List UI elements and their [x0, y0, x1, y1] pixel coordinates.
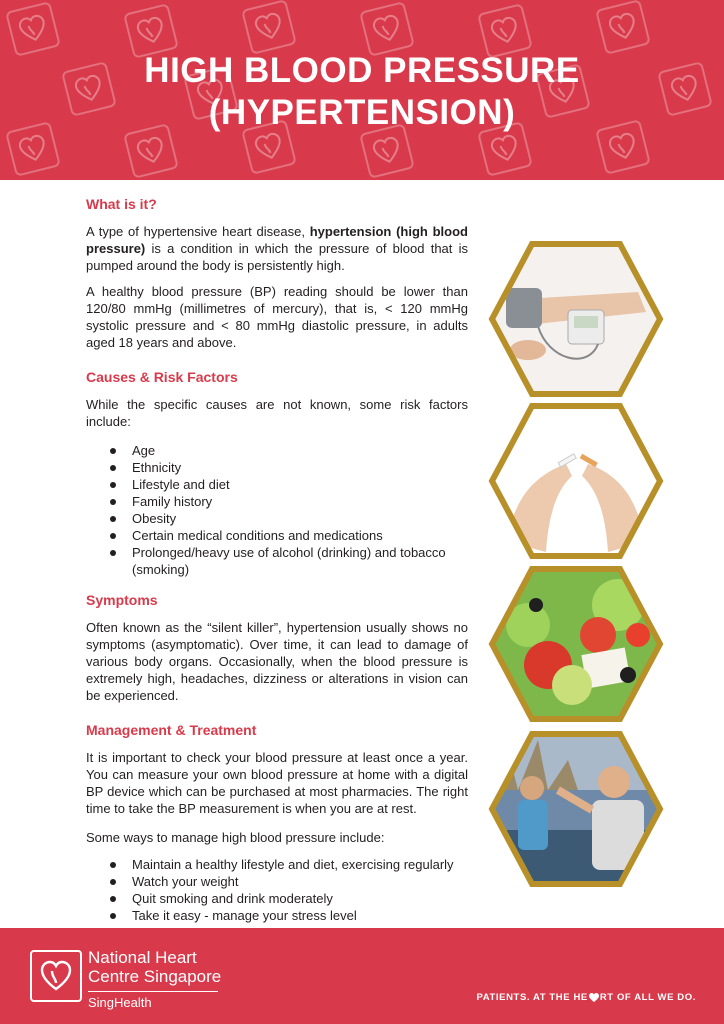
list-item: Take it easy - manage your stress level	[86, 907, 468, 924]
what-paragraph-1	[86, 223, 468, 274]
main-content	[86, 196, 468, 934]
tagline	[477, 992, 696, 1003]
heart-logo-icon	[595, 0, 651, 55]
title-line-2: (HYPERTENSION)	[208, 93, 516, 132]
what-heading: What is it?	[86, 196, 157, 212]
list-item: Prolonged/heavy use of alcohol (drinking) and tobacco (smoking)	[86, 544, 468, 578]
risk-factor-list	[86, 442, 468, 578]
list-item: Ethnicity	[86, 459, 468, 476]
list-item: Obesity	[86, 510, 468, 527]
tagline-post: RT OF ALL WE DO.	[599, 992, 696, 1003]
management-list	[86, 856, 468, 924]
org-subtitle: SingHealth	[88, 995, 152, 1010]
org-name-line-2: Centre Singapore	[88, 967, 222, 986]
list-item: Watch your weight	[86, 873, 468, 890]
bp-monitor-photo	[488, 240, 664, 398]
causes-heading: Causes & Risk Factors	[86, 369, 238, 385]
heart-logo-icon	[359, 1, 415, 57]
page-title	[0, 50, 724, 134]
org-name-line-1: National Heart	[88, 948, 197, 967]
tagline-pre: PATIENTS. AT THE HE	[476, 992, 588, 1003]
salad-photo	[488, 565, 664, 723]
breaking-cigarette-photo	[488, 402, 664, 560]
list-item: Family history	[86, 493, 468, 510]
tai-chi-photo	[488, 730, 664, 888]
what-para1-pre: A type of hypertensive heart disease,	[86, 224, 310, 239]
heart-icon	[589, 993, 599, 1003]
management-paragraph-2: Some ways to manage high blood pressure include:	[86, 830, 385, 845]
symptoms-paragraph: Often known as the “silent killer”, hypertension usually shows no symptoms (asymptomatic). Over time, it can lead to damage of various body organs. Occasionally, when the blood pressure is extremely high, headaches, dizziness or alterations in vision can be experienced.	[86, 620, 468, 703]
symptoms-heading: Symptoms	[86, 592, 158, 608]
heart-logo-icon	[241, 0, 297, 55]
list-item: Age	[86, 442, 468, 459]
heart-logo-icon	[5, 1, 61, 57]
what-para1-post: is a condition in which the pressure of blood that is pumped around the body is persistently high.	[86, 241, 468, 273]
management-paragraph-1: It is important to check your blood pressure at least once a year. You can measure your own blood pressure at home with a digital BP device which can be purchased at most pharmacies. The right time to take the BP measurement is when you are at rest.	[86, 750, 468, 816]
footer	[0, 928, 724, 1024]
causes-intro: While the specific causes are not known, some risk factors include:	[86, 397, 468, 429]
list-item: Maintain a healthy lifestyle and diet, exercising regularly	[86, 856, 468, 873]
list-item: Certain medical conditions and medications	[86, 527, 468, 544]
org-name	[88, 948, 221, 986]
management-heading: Management & Treatment	[86, 722, 257, 738]
what-paragraph-2: A healthy blood pressure (BP) reading should be lower than 120/80 mmHg (millimetres of mercury), that is, < 120 mmHg systolic pressure and < 80 mmHg diastolic pressure, in adults aged 18 years and above.	[86, 284, 468, 350]
title-line-1: HIGH BLOOD PRESSURE	[144, 51, 580, 90]
heart-logo-icon	[30, 950, 82, 1002]
list-item: Quit smoking and drink moderately	[86, 890, 468, 907]
list-item: Lifestyle and diet	[86, 476, 468, 493]
what-para1-bold: hypertension (high blood pressure)	[86, 224, 468, 256]
org-divider	[88, 991, 218, 992]
header-banner	[0, 0, 724, 180]
